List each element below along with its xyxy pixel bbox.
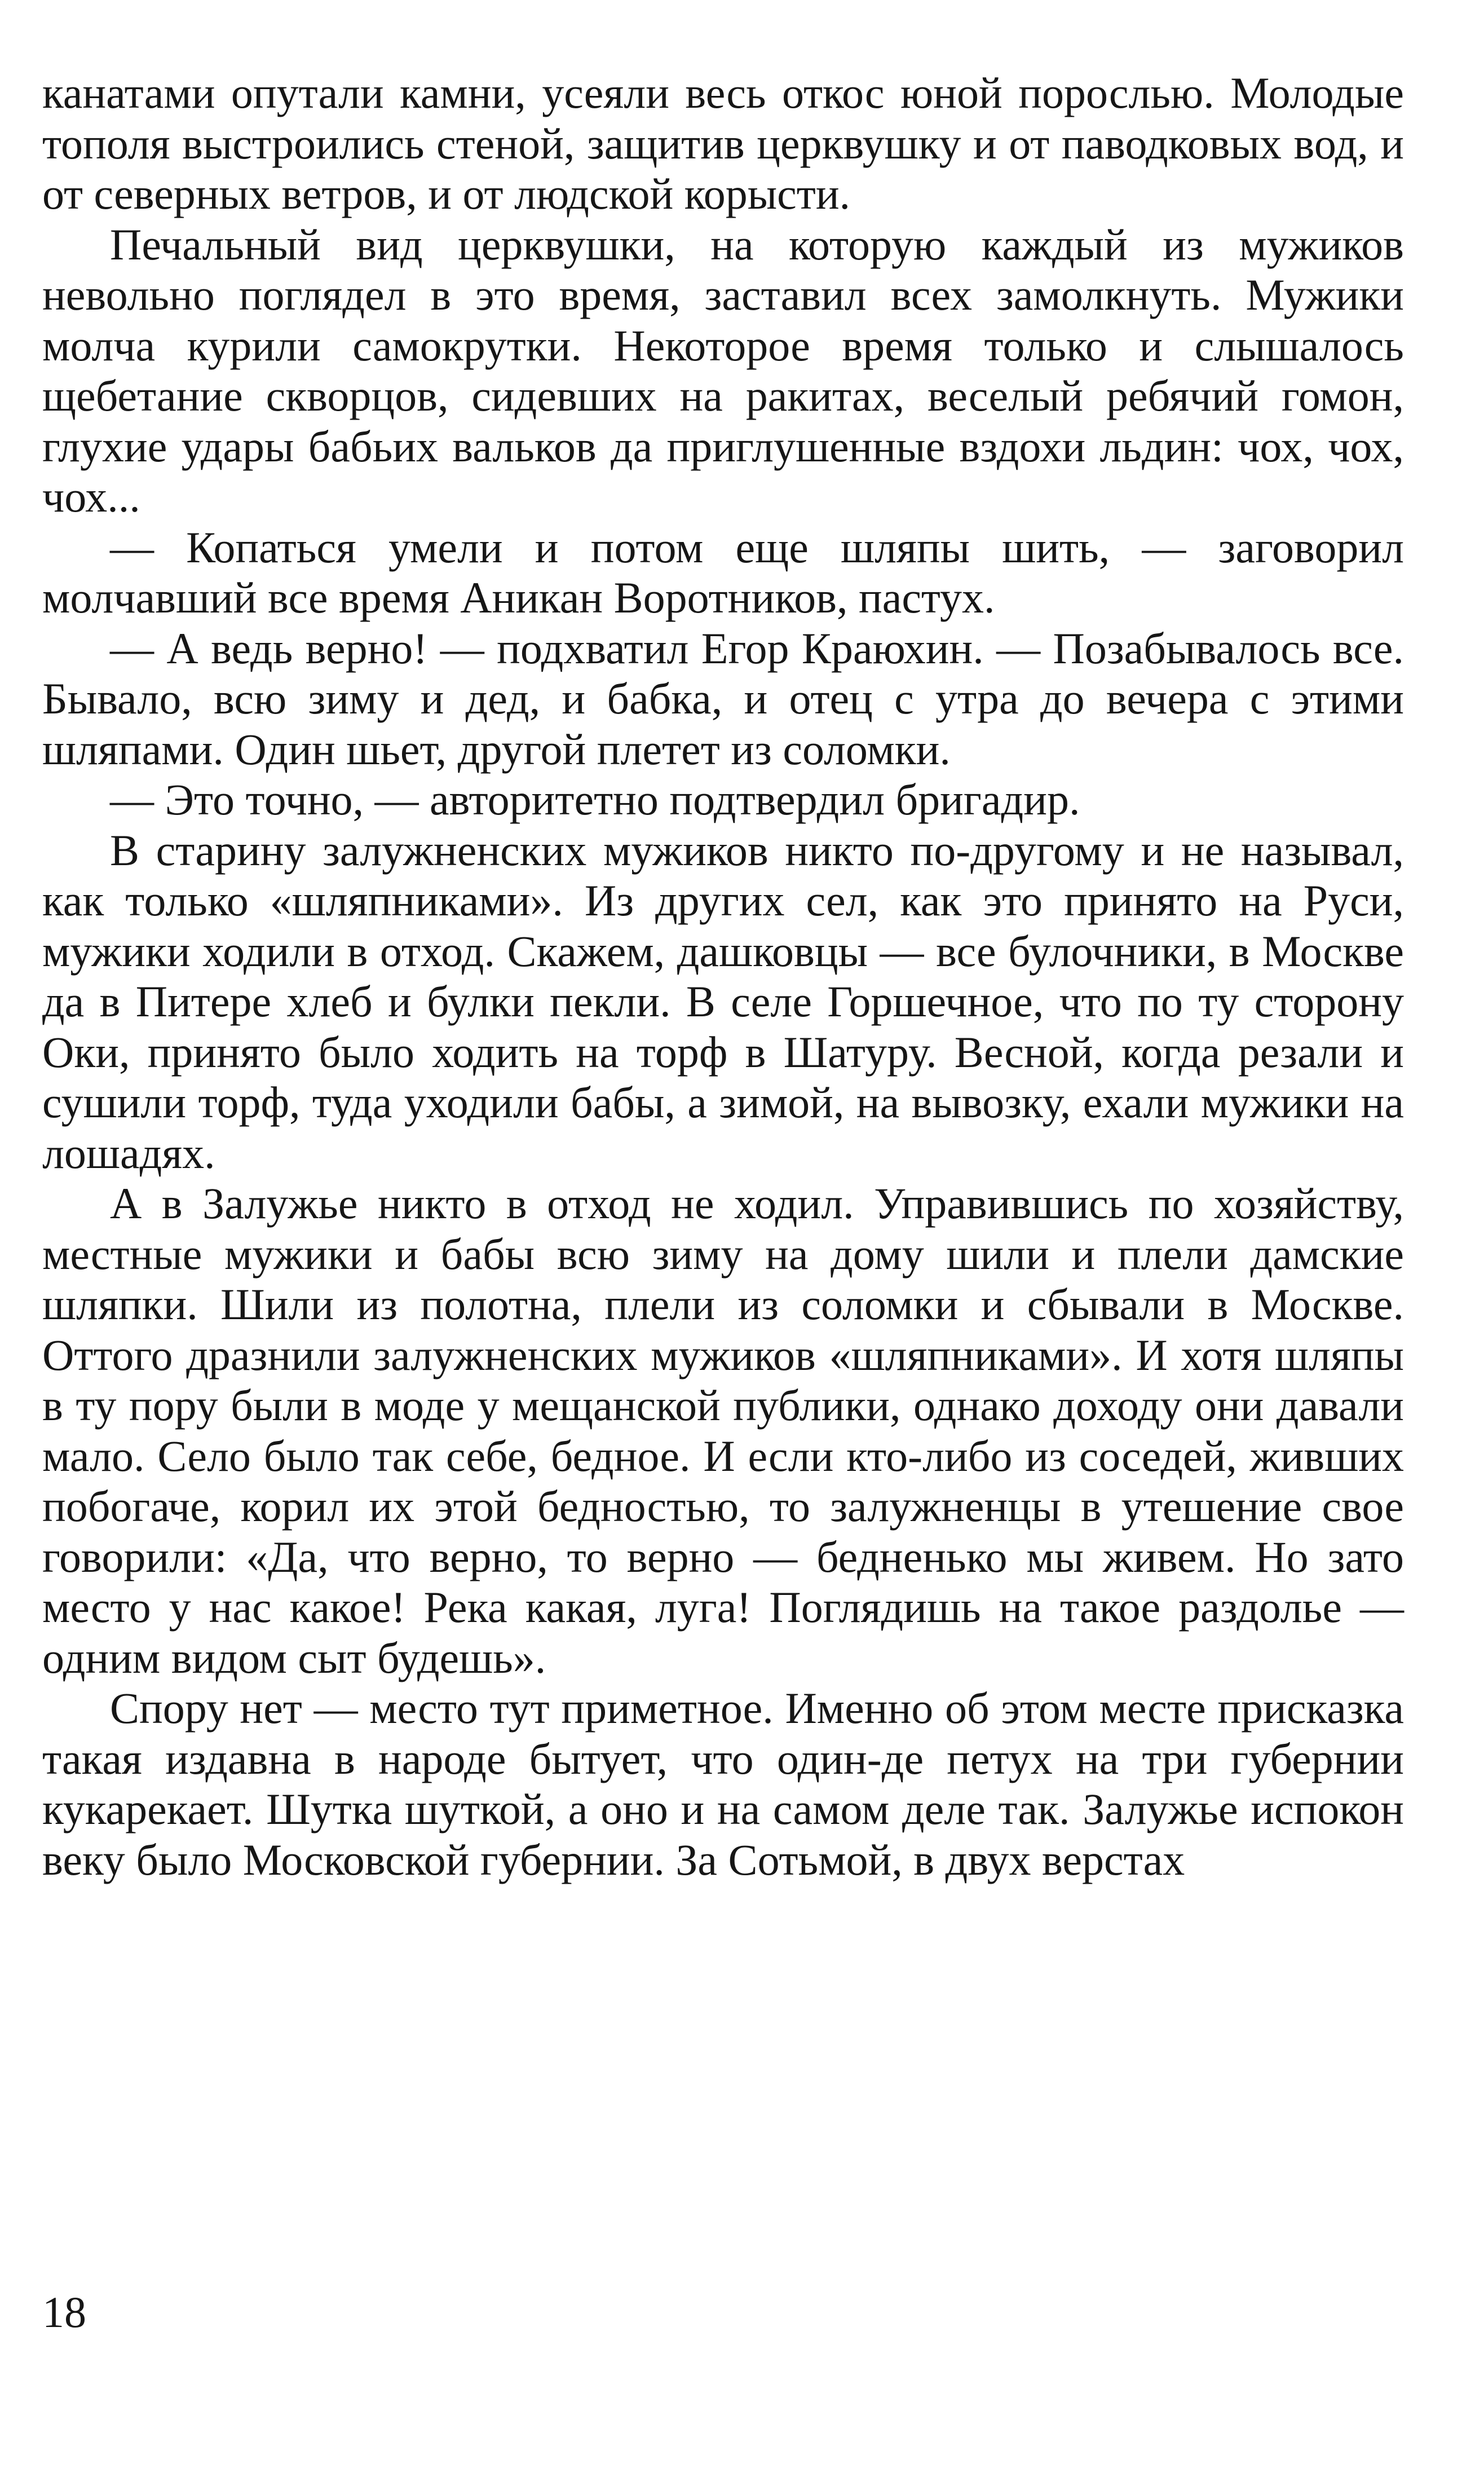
body-text <box>42 68 1404 1885</box>
paragraph: Печальный вид церквушки, на которую каждый из мужиков невольно поглядел в это время, заставил всех замолкнуть. Мужики молча курили самокрутки. Некоторое время только и слышалось щебетание скворцов, сидевших на ракитах, веселый ребячий гомон, глухие удары бабьих вальков да приглушенные вздохи льдин: чох, чох, чох... <box>42 219 1404 521</box>
paragraph-continuation: канатами опутали камни, усеяли весь откос юной порослью. Молодые тополя выстроились стеной, защитив церквушку и от паводковых вод, и от северных ветров, и от людской корысти. <box>42 68 1404 218</box>
paragraph-dialogue: — Это точно, — авторитетно подтвердил бригадир. <box>110 775 1080 824</box>
paragraph-dialogue: — А ведь верно! — подхватил Егор Краюхин. — Позабывалось все. Бывало, всю зиму и дед, и бабка, и отец с утра до вечера с этими шляпами. Один шьет, другой плетет из соломки. <box>42 623 1404 774</box>
paragraph: А в Залужье никто в отход не ходил. Управившись по хозяйству, местные мужики и бабы всю зиму на дому шили и плели дамские шляпки. Шили из полотна, плели из соломки и сбывали в Москве. Оттого дразнили залужненских мужиков «шляпниками». И хотя шляпы в ту пору были в моде у мещанской публики, однако доходу они давали мало. Село было так себе, бедное. И если кто-либо из соседей, живших побогаче, корил их этой бедностью, то залужненцы в утешение свое говорили: «Да, что верно, то верно — бедненько мы живем. Но зато место у нас какое! Река какая, луга! Поглядишь на такое раздолье — одним видом сыт будешь». <box>42 1179 1404 1682</box>
paragraph: В старину залужненских мужиков никто по-другому и не называл, как только «шляпниками». Из других сел, как это принято на Руси, мужики ходили в отход. Скажем, дашковцы — все булочники, в Москве да в Питере хлеб и булки пекли. В селе Горшечное, что по ту сторону Оки, принято было ходить на торф в Шатуру. Весной, когда резали и сушили торф, туда уходили бабы, а зимой, на вывозку, ехали мужики на лошадях. <box>42 825 1404 1178</box>
paragraph-dialogue: — Копаться умели и потом еще шляпы шить, — заговорил молчавший все время Аникан Воротников, пастух. <box>42 522 1404 622</box>
page-number: 18 <box>42 2288 86 2337</box>
paragraph: Спору нет — место тут приметное. Именно об этом месте присказка такая издавна в народе бытует, что один-де петух на три губернии кукарекает. Шутка шуткой, а оно и на самом деле так. Залужье испокон веку было Московской губернии. За Сотьмой, в двух верстах <box>42 1683 1404 1884</box>
